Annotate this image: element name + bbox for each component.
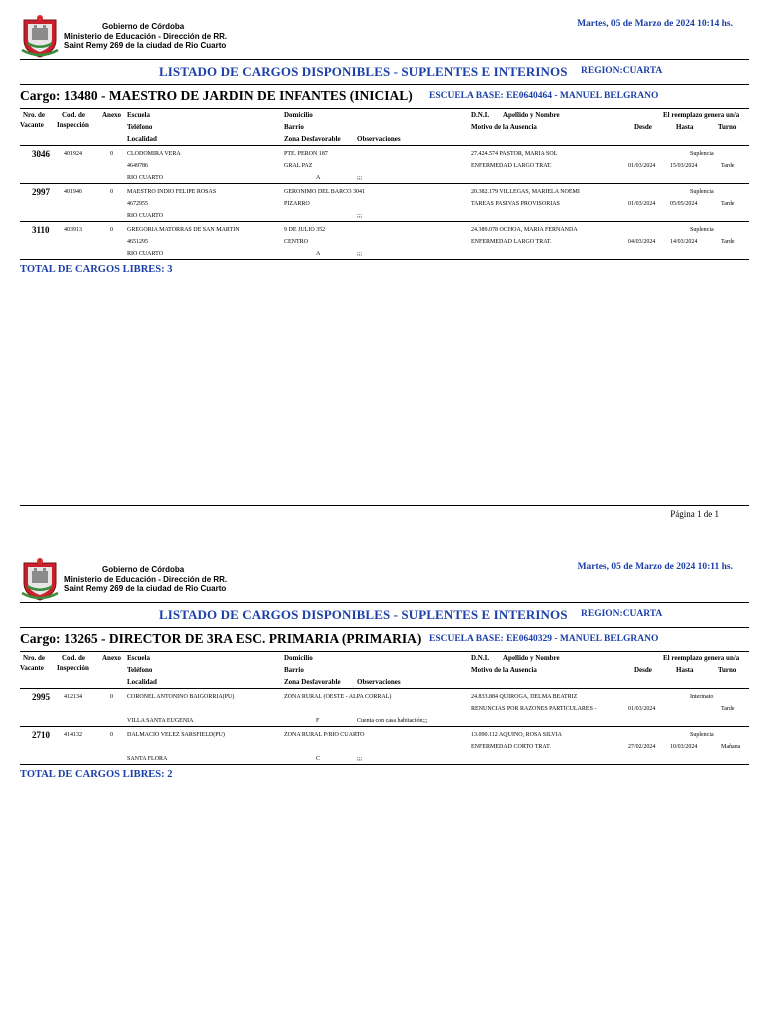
inspeccion-code: 412134	[64, 694, 82, 700]
hasta-date: 14/03/2024	[670, 239, 698, 245]
hasta-date: 10/03/2024	[670, 744, 698, 750]
zona-value: A	[316, 175, 321, 181]
anexo-value: 0	[110, 227, 113, 233]
col-hasta: Hasta	[676, 666, 694, 674]
observaciones-value: ;;;	[357, 251, 363, 257]
organization-block	[64, 565, 227, 594]
col-turno: Turno	[718, 123, 737, 131]
col-domicilio: Domicilio	[284, 111, 313, 119]
motivo-value: ENFERMEDAD LARGO TRAT.	[471, 163, 552, 169]
barrio-value: CENTRO	[284, 239, 308, 245]
page-number: Página 1 de 1	[670, 509, 719, 519]
turno-value: Tarde	[721, 239, 735, 245]
domicilio-value: ZONA RURAL P/RIO CUARTO	[284, 732, 365, 738]
motivo-value: ENFERMEDAD LARGO TRAT.	[471, 239, 552, 245]
table-row	[20, 727, 749, 765]
table-row	[20, 689, 749, 727]
telefono-value: 4651295	[127, 239, 148, 245]
col-nro-de: Nro. de	[23, 111, 46, 119]
escuela-name: GREGORIA MATORRAS DE SAN MARTIN	[127, 227, 240, 233]
dni-nombre: 20.382.179 VILLEGAS, MARIELA NOEMI	[471, 189, 580, 195]
anexo-value: 0	[110, 694, 113, 700]
hasta-date: 15/03/2024	[670, 163, 698, 169]
desde-date: 01/03/2024	[628, 706, 656, 712]
col-desde: Desde	[634, 123, 652, 131]
col-reemplazo: El reemplazo genera un/a	[663, 111, 740, 119]
report-header	[20, 557, 749, 602]
vacante-number: 2997	[32, 187, 50, 197]
col-reemplazo: El reemplazo genera un/a	[663, 654, 740, 662]
observaciones-value: ;;;	[357, 175, 363, 181]
column-headers	[20, 652, 749, 688]
localidad-value: RIO CUARTO	[127, 213, 164, 219]
domicilio-value: 9 DE JULIO 352	[284, 227, 326, 233]
localidad-value: RIO CUARTO	[127, 251, 164, 257]
observaciones-value: ;;;	[357, 213, 363, 219]
escuela-name: CLODOMIRA VERA	[127, 151, 181, 157]
total-cargos-libres: TOTAL DE CARGOS LIBRES: 3	[20, 264, 173, 275]
col-inspeccion: Inspección	[57, 664, 89, 672]
region-label: REGION:CUARTA	[581, 66, 663, 76]
col-domicilio: Domicilio	[284, 654, 313, 662]
col-vacante: Vacante	[20, 121, 44, 129]
dni-nombre: 13.090.112 AQUINO, ROSA SILVIA	[471, 732, 562, 738]
reemplazo-tipo: Interinato	[690, 694, 714, 700]
anexo-value: 0	[110, 189, 113, 195]
org-address: Saint Remy 269 de la ciudad de Rio Cuarto	[64, 584, 227, 593]
col-inspeccion: Inspección	[57, 121, 89, 129]
domicilio-value: PTE. PERON 187	[284, 151, 328, 157]
col-hasta: Hasta	[676, 123, 694, 131]
col-apellido: Apellido y Nombre	[503, 111, 560, 119]
escuela-base: ESCUELA BASE: EE0640464 - MANUEL BELGRANO	[429, 91, 659, 101]
desde-date: 27/02/2024	[628, 744, 656, 750]
report-header	[20, 14, 749, 59]
barrio-value: GRAL PAZ	[284, 163, 313, 169]
col-motivo: Motivo de la Ausencia	[471, 123, 537, 131]
hasta-date: 05/05/2024	[670, 201, 698, 207]
localidad-value: RIO CUARTO	[127, 175, 164, 181]
org-address: Saint Remy 269 de la ciudad de Rio Cuarto	[64, 41, 227, 50]
table-row	[20, 222, 749, 260]
localidad-value: VILLA SANTA EUGENIA	[127, 718, 194, 724]
inspeccion-code: 401946	[64, 189, 82, 195]
vacante-number: 2995	[32, 692, 50, 702]
telefono-value: 4672955	[127, 201, 148, 207]
motivo-value: ENFERMEDAD CORTO TRAT.	[471, 744, 551, 750]
turno-value: Tarde	[721, 163, 735, 169]
col-telefono: Teléfono	[127, 123, 153, 131]
col-localidad: Localidad	[127, 678, 157, 686]
localidad-value: SANTA FLORA	[127, 756, 168, 762]
motivo-value: RENUNCIAS POR RAZONES PARTICULARES -	[471, 706, 597, 712]
dni-nombre: 24.389.078 OCHOA, MARIA FERNANDA	[471, 227, 578, 233]
table-row	[20, 146, 749, 184]
zona-value: F	[316, 718, 320, 724]
report-title: LISTADO DE CARGOS DISPONIBLES - SUPLENTES E INTERINOS	[159, 64, 568, 79]
col-desde: Desde	[634, 666, 652, 674]
barrio-value: PIZARRO	[284, 201, 310, 207]
report-2	[20, 557, 749, 780]
region-label: REGION:CUARTA	[581, 609, 663, 619]
col-localidad: Localidad	[127, 135, 157, 143]
report-timestamp: Martes, 05 de Marzo de 2024 10:14 hs.	[577, 19, 733, 29]
turno-value: Tarde	[721, 201, 735, 207]
escuela-name: MAESTRO INDIO FELIPE ROSAS	[127, 189, 217, 195]
desde-date: 01/03/2024	[628, 163, 656, 169]
col-barrio: Barrio	[284, 666, 304, 674]
col-dni: D.N.I.	[471, 111, 490, 119]
col-zona: Zona Desfavorable	[284, 678, 341, 686]
col-dni: D.N.I.	[471, 654, 490, 662]
vacante-number: 2710	[32, 730, 50, 740]
col-motivo: Motivo de la Ausencia	[471, 666, 537, 674]
inspeccion-code: 401924	[64, 151, 82, 157]
anexo-value: 0	[110, 151, 113, 157]
organization-block	[64, 22, 227, 51]
vacante-number: 3110	[32, 225, 50, 235]
telefono-value: 4649786	[127, 163, 148, 169]
table-row	[20, 184, 749, 222]
zona-value: C	[316, 756, 321, 762]
cordoba-coat-of-arms-logo	[20, 557, 60, 601]
column-headers	[20, 109, 749, 145]
col-observaciones: Observaciones	[357, 678, 401, 686]
anexo-value: 0	[110, 732, 113, 738]
org-department: Ministerio de Educación - Dirección de RR.	[64, 31, 228, 41]
turno-value: Tarde	[721, 706, 735, 712]
dni-nombre: 24.833.884 QUIROGA, DELMA BEATRIZ	[471, 694, 578, 700]
col-apellido: Apellido y Nombre	[503, 654, 560, 662]
domicilio-value: GERONIMO DEL BARCO 3041	[284, 189, 365, 195]
col-anexo: Anexo	[102, 654, 122, 662]
col-telefono: Teléfono	[127, 666, 153, 674]
dni-nombre: 27.424.574 PASTOR, MARIA SOL	[471, 151, 558, 157]
col-turno: Turno	[718, 666, 737, 674]
col-cod-de: Cod. de	[62, 654, 85, 662]
report-title: LISTADO DE CARGOS DISPONIBLES - SUPLENTES E INTERINOS	[159, 607, 568, 622]
cargo-bar	[20, 628, 749, 651]
col-cod-de: Cod. de	[62, 111, 85, 119]
col-observaciones: Observaciones	[357, 135, 401, 143]
col-escuela: Escuela	[127, 111, 150, 119]
domicilio-value: ZONA RURAL (OESTE - ALPA CORRAL)	[284, 694, 392, 700]
col-anexo: Anexo	[102, 111, 122, 119]
org-name: Gobierno de Córdoba	[102, 565, 185, 574]
org-department: Ministerio de Educación - Dirección de RR.	[64, 574, 228, 584]
org-name: Gobierno de Córdoba	[102, 22, 185, 31]
col-escuela: Escuela	[127, 654, 150, 662]
title-bar	[20, 60, 749, 84]
col-barrio: Barrio	[284, 123, 304, 131]
reemplazo-tipo: Suplencia	[690, 227, 714, 233]
turno-value: Mañana	[721, 744, 741, 750]
motivo-value: TAREAS PASIVAS PROVISORIAS	[471, 201, 560, 207]
report-timestamp: Martes, 05 de Marzo de 2024 10:11 hs.	[577, 562, 733, 572]
cargo-bar	[20, 85, 749, 108]
observaciones-value: Cuenta con casa habitación;;;	[357, 718, 428, 724]
reemplazo-tipo: Suplencia	[690, 151, 714, 157]
col-vacante: Vacante	[20, 664, 44, 672]
inspeccion-code: 414132	[64, 732, 82, 738]
cordoba-coat-of-arms-logo	[20, 14, 60, 58]
cargo-title: Cargo: 13265 - DIRECTOR DE 3RA ESC. PRIMARIA (PRIMARIA)	[20, 631, 422, 646]
reemplazo-tipo: Suplencia	[690, 732, 714, 738]
escuela-base: ESCUELA BASE: EE0640329 - MANUEL BELGRANO	[429, 634, 659, 644]
inspeccion-code: 403913	[64, 227, 82, 233]
desde-date: 04/03/2024	[628, 239, 656, 245]
desde-date: 01/03/2024	[628, 201, 656, 207]
zona-value: A	[316, 251, 321, 257]
escuela-name: CORONEL ANTONINO BAIGORRIA(PU)	[127, 694, 235, 700]
total-cargos-libres: TOTAL DE CARGOS LIBRES: 2	[20, 769, 173, 780]
cargo-title: Cargo: 13480 - MAESTRO DE JARDIN DE INFANTES (INICIAL)	[20, 88, 413, 103]
observaciones-value: ;;;	[357, 756, 363, 762]
report-1	[20, 14, 749, 275]
col-zona: Zona Desfavorable	[284, 135, 341, 143]
escuela-name: DALMACIO VELEZ SARSFIELD(PU)	[127, 732, 225, 738]
col-nro-de: Nro. de	[23, 654, 46, 662]
title-bar	[20, 603, 749, 627]
page-footer	[20, 505, 749, 519]
reemplazo-tipo: Suplencia	[690, 189, 714, 195]
vacante-number: 3046	[32, 149, 50, 159]
